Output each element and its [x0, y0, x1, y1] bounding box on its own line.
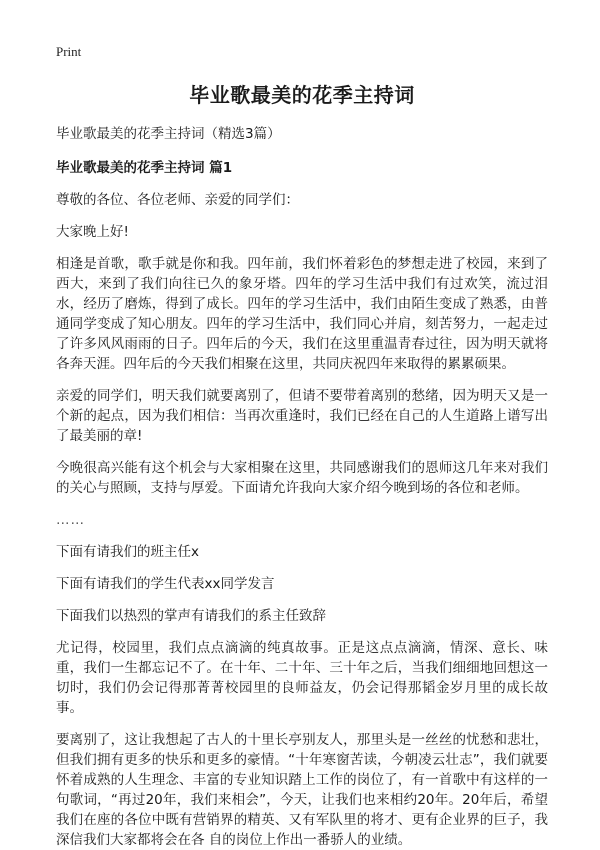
paragraph-student-rep: 下面有请我们的学生代表xx同学发言 [56, 576, 275, 592]
paragraph-thanks: 今晚很高兴能有这个机会与大家相聚在这里，共同感谢我们的恩师这几年来对我们的关心与照顾，支持与厚爱。下面请允许我向大家介绍今晚到场的各位和老师。 [56, 460, 548, 496]
section-heading: 毕业歌最美的花季主持词 篇1 [56, 160, 233, 176]
paragraph-dean: 下面我们以热烈的掌声有请我们的系主任致辞 [56, 608, 326, 624]
paragraph-farewell: 亲爱的同学们，明天我们就要离别了，但请不要带着离别的愁绪，因为明天又是一个新的起点，因为我们相信：当再次重逢时，我们已经在自己的人生道路上谱写出了最美丽的章! [56, 388, 548, 444]
document-title: 毕业歌最美的花季主持词 [189, 83, 415, 107]
print-label: Print [56, 44, 82, 59]
paragraph-class-teacher: 下面有请我们的班主任x [56, 544, 199, 560]
paragraph-intro: 相逢是首歌，歌手就是你和我。四年前，我们怀着彩色的梦想走进了校园，来到了西大，来到了我们向往已久的象牙塔。四年的学习生活中我们有过欢笑，流过泪水，经历了磨炼，得到了成长。四年的学习生活中，我们由陌生变成了熟悉，由普通同学变成了知心朋友。四年的学习生活中，我们同心并肩，刻苦努力，一起走过了许多风风雨雨的日子。四年后的今天，我们在这里重温青春过往，因为明天就将各奔天涯。四年后的今天我们相聚在这里，共同庆祝四年来取得的累累硕果。 [56, 256, 548, 372]
paragraph-greeting: 尊敬的各位、各位老师、亲爱的同学们： [56, 192, 299, 208]
paragraph-good-evening: 大家晚上好! [56, 224, 129, 240]
ellipsis-divider: …… [56, 512, 85, 528]
document-subtitle: 毕业歌最美的花季主持词（精选3篇） [56, 126, 281, 142]
paragraph-memories: 尤记得，校园里，我们点点滴滴的纯真故事。正是这点点滴滴，情深、意长、味重，我们一生都忘记不了。在十年、二十年、三十年之后，当我们细细地回想这一切时，我们仍会记得那菁菁校园里的良师益友，仍会记得那韬金岁月里的成长故事。 [56, 640, 548, 716]
paragraph-parting: 要离别了，这让我想起了古人的十里长亭别友人，那里头是一丝丝的忧愁和悲壮，但我们拥有更多的快乐和更多的豪情。“十年寒窗苦读，今朝凌云壮志”，我们就要怀着成熟的人生理念、丰富的专业知识踏上工作的岗位了，有一首歌中有这样的一句歌词，“再过20年，我们来相会”，今天，让我们也来相约20年。20年后，希望我们在座的各位中既有营销界的精英、又有军队里的将才、更有企业界的巨子，我深信我们大家都将会在各 自的岗位上作出一番骄人的业绩。 [56, 732, 548, 848]
